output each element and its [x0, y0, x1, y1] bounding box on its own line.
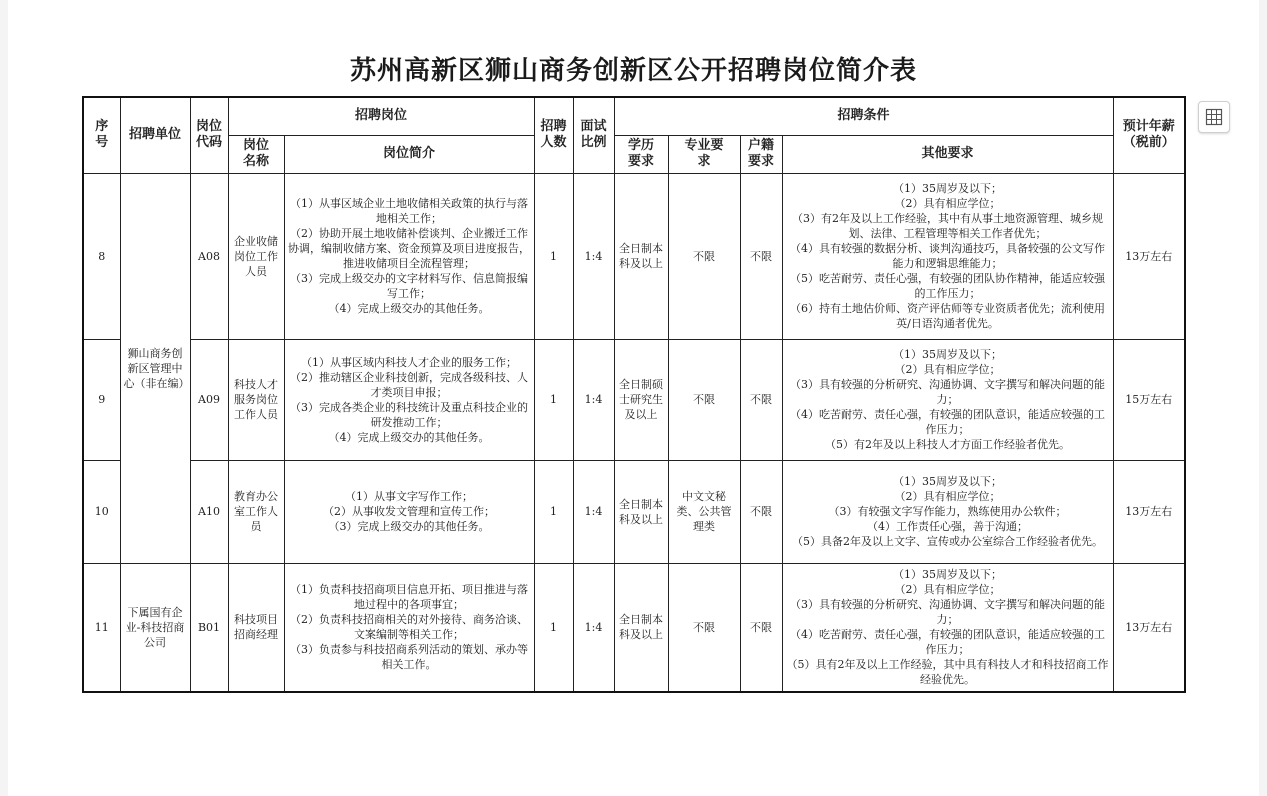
other-line: （3）有2年及以上工作经验，其中有从事土地资源管理、城乡规划、法律、工程管理等相关工作者优先； — [792, 212, 1104, 240]
cell-position-name: 科技项目招商经理 — [228, 563, 284, 692]
cell-hukou: 不限 — [740, 339, 782, 460]
desc-line: （1）从事文字写作工作； — [345, 490, 473, 503]
other-line: （5）吃苦耐劳、责任心强，有较强的团队协作精神，能适应较强的工作压力； — [790, 272, 1106, 300]
desc-line: （1）从事区域企业土地收储相关政策的执行与落地相关工作； — [290, 197, 528, 225]
cell-major: 不限 — [668, 563, 740, 692]
header-ratio: 面试比例 — [573, 97, 614, 173]
other-line: （5）有2年及以上科技人才方面工作经验者优先。 — [825, 438, 1071, 451]
cell-seq: 8 — [83, 173, 120, 339]
other-line: （2）具有相应学位； — [894, 197, 1001, 210]
header-count: 招聘人数 — [534, 97, 573, 173]
desc-line: （2）从事收发文管理和宣传工作； — [323, 505, 495, 518]
cell-hukou: 不限 — [740, 173, 782, 339]
other-line: （1）35周岁及以下； — [893, 568, 1003, 582]
table-row — [83, 460, 1185, 563]
cell-code: A10 — [190, 460, 228, 563]
cell-major: 不限 — [668, 173, 740, 339]
cell-salary: 13万左右 — [1113, 460, 1185, 563]
cell-position-name: 企业收储岗位工作人员 — [228, 173, 284, 339]
header-education: 学历要求 — [614, 135, 668, 173]
table-row — [83, 339, 1185, 460]
table-row — [83, 173, 1185, 339]
cell-count: 1 — [534, 460, 573, 563]
cell-hukou: 不限 — [740, 460, 782, 563]
header-row-2 — [83, 135, 1185, 173]
desc-line: （3）完成上级交办的文字材料写作、信息简报编写工作； — [290, 272, 528, 300]
other-line: （4）吃苦耐劳、责任心强，有较强的团队意识，能适应较强的工作压力； — [790, 408, 1106, 436]
header-seq: 序号 — [83, 97, 120, 173]
cell-education: 全日制硕士研究生及以上 — [614, 339, 668, 460]
cell-position-desc — [284, 460, 534, 563]
cell-major: 中文文秘类、公共管理类 — [668, 460, 740, 563]
table-view-button[interactable] — [1198, 101, 1230, 133]
desc-line: （3）完成上级交办的其他任务。 — [328, 520, 490, 533]
desc-line: （2）负责科技招商相关的对外接待、商务洽谈、文案编制等相关工作； — [290, 613, 528, 642]
cell-count: 1 — [534, 339, 573, 460]
desc-line: （2）协助开展土地收储补偿谈判、企业搬迁工作协调，编制收储方案、资金预算及项目进度报告，推进收储项目全流程管理； — [288, 227, 530, 270]
header-code: 岗位代码 — [190, 97, 228, 173]
cell-seq: 11 — [83, 563, 120, 692]
other-line: （1）35周岁及以下； — [893, 182, 1003, 195]
cell-code: B01 — [190, 563, 228, 692]
header-other: 其他要求 — [782, 135, 1113, 173]
header-row-1 — [83, 97, 1185, 135]
cell-salary: 15万左右 — [1113, 339, 1185, 460]
cell-ratio: 1:4 — [573, 173, 614, 339]
desc-line: （1）负责科技招商项目信息开拓、项目推进与落地过程中的各项事宜； — [290, 583, 528, 612]
other-line: （3）具有较强的分析研究、沟通协调、文字撰写和解决问题的能力； — [790, 598, 1106, 627]
other-line: （4）吃苦耐劳、责任心强，有较强的团队意识，能适应较强的工作压力； — [790, 628, 1106, 657]
cell-education: 全日制本科及以上 — [614, 173, 668, 339]
header-hukou: 户籍要求 — [740, 135, 782, 173]
cell-count: 1 — [534, 563, 573, 692]
other-line: （6）持有土地估价师、资产评估师等专业资质者优先；流利使用英/日语沟通者优先。 — [790, 302, 1106, 330]
cell-position-desc — [284, 339, 534, 460]
cell-hukou: 不限 — [740, 563, 782, 692]
header-position-group: 招聘岗位 — [228, 97, 534, 135]
desc-line: （3）负责参与科技招商系列活动的策划、承办等相关工作。 — [290, 643, 528, 672]
cell-major: 不限 — [668, 339, 740, 460]
header-salary: 预计年薪（税前） — [1113, 97, 1185, 173]
cell-salary: 13万左右 — [1113, 563, 1185, 692]
cell-position-name: 教育办公室工作人员 — [228, 460, 284, 563]
other-line: （2）具有相应学位； — [894, 363, 1001, 376]
cell-seq: 10 — [83, 460, 120, 563]
cell-position-name: 科技人才服务岗位工作人员 — [228, 339, 284, 460]
cell-seq: 9 — [83, 339, 120, 460]
cell-education: 全日制本科及以上 — [614, 563, 668, 692]
cell-ratio: 1:4 — [573, 460, 614, 563]
table-row — [83, 563, 1185, 692]
other-line: （5）具备2年及以上文字、宣传或办公室综合工作经验者优先。 — [792, 535, 1104, 548]
cell-code: A08 — [190, 173, 228, 339]
desc-line: （4）完成上级交办的其他任务。 — [328, 302, 490, 315]
cell-other — [782, 460, 1113, 563]
header-major: 专业要求 — [668, 135, 740, 173]
other-line: （2）具有相应学位； — [894, 583, 1001, 597]
other-line: （3）具有较强的分析研究、沟通协调、文字撰写和解决问题的能力； — [790, 378, 1106, 406]
other-line: （2）具有相应学位； — [894, 490, 1001, 503]
cell-position-desc — [284, 563, 534, 692]
header-unit: 招聘单位 — [120, 97, 190, 173]
cell-unit: 下属国有企业-科技招商公司 — [120, 563, 190, 692]
other-line: （1）35周岁及以下； — [893, 348, 1003, 361]
header-position-name: 岗位名称 — [228, 135, 284, 173]
desc-line: （3）完成各类企业的科技统计及重点科技企业的研发推动工作； — [290, 400, 528, 429]
cell-salary: 13万左右 — [1113, 173, 1185, 339]
cell-other — [782, 339, 1113, 460]
cell-other — [782, 173, 1113, 339]
desc-line: （1）从事区域内科技人才企业的服务工作； — [301, 355, 517, 369]
other-line: （1）35周岁及以下； — [893, 475, 1003, 488]
cell-education: 全日制本科及以上 — [614, 460, 668, 563]
other-line: （4）工作责任心强，善于沟通； — [867, 520, 1029, 533]
other-line: （3）有较强文字写作能力，熟练使用办公软件； — [828, 505, 1067, 518]
cell-code: A09 — [190, 339, 228, 460]
page-title: 苏州高新区狮山商务创新区公开招聘岗位简介表 — [349, 56, 917, 86]
desc-line: （4）完成上级交办的其他任务。 — [328, 430, 490, 444]
other-line: （5）具有2年及以上工作经验，其中具有科技人才和科技招商工作经验优先。 — [786, 658, 1109, 687]
cell-other — [782, 563, 1113, 692]
cell-ratio: 1:4 — [573, 563, 614, 692]
cell-unit: 狮山商务创新区管理中心（非在编） — [120, 173, 190, 563]
header-position-desc: 岗位简介 — [284, 135, 534, 173]
header-conditions-group: 招聘条件 — [614, 97, 1113, 135]
table-view-icon — [1205, 108, 1223, 126]
cell-ratio: 1:4 — [573, 339, 614, 460]
desc-line: （2）推动辖区企业科技创新，完成各级科技、人才类项目申报； — [290, 370, 528, 399]
job-table — [82, 96, 1186, 693]
cell-count: 1 — [534, 173, 573, 339]
other-line: （4）具有较强的数据分析、谈判沟通技巧，具备较强的公文写作能力和逻辑思维能力； — [790, 242, 1106, 270]
cell-position-desc — [284, 173, 534, 339]
